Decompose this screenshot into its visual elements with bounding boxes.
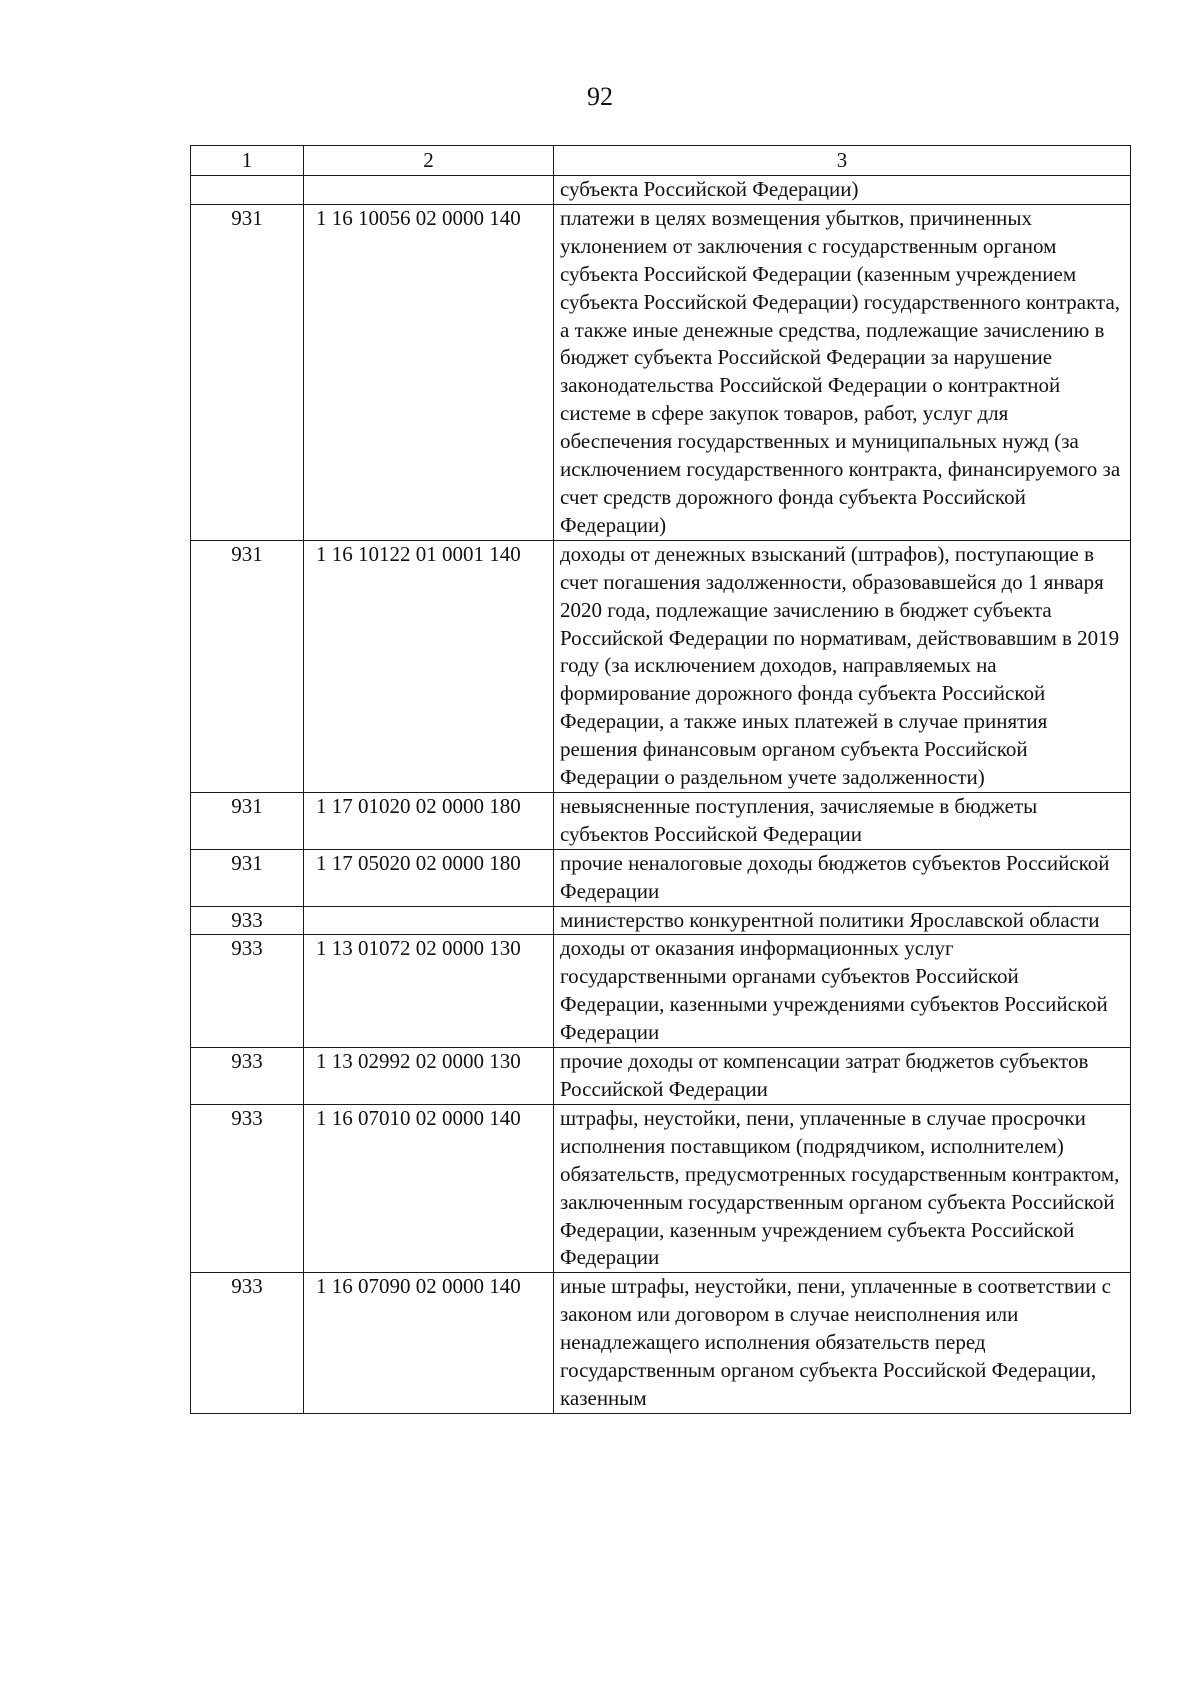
table-row (191, 1048, 1131, 1105)
table-row (191, 906, 1131, 935)
income-code-cell: 1 13 01072 02 0000 130 (304, 935, 554, 1048)
column-header-3: 3 (554, 146, 1131, 176)
admin-code-cell: 931 (191, 792, 304, 849)
admin-code-cell (191, 176, 304, 205)
table-row (191, 540, 1131, 792)
description-cell: доходы от денежных взысканий (штрафов), поступающие в счет погашения задолженности, образовавшейся до 1 января 2020 года, подлежащие зачислению в бюджет субъекта Российской Федерации по нормативам, действовавшим в 2019 году (за исключением доходов, направляемых на формирование дорожного фонда субъекта Российской Федерации, а также иных платежей в случае принятия решения финансовым органом субъекта Российской Федерации о раздельном учете задолженности) (554, 540, 1131, 792)
description-cell: невыясненные поступления, зачисляемые в бюджеты субъектов Российской Федерации (554, 792, 1131, 849)
income-codes-table (190, 145, 1131, 1414)
admin-code-cell: 933 (191, 1048, 304, 1105)
table-row (191, 849, 1131, 906)
admin-code-cell: 933 (191, 1104, 304, 1272)
income-code-cell (304, 906, 554, 935)
description-cell: прочие доходы от компенсации затрат бюджетов субъектов Российской Федерации (554, 1048, 1131, 1105)
description-cell: министерство конкурентной политики Ярославской области (554, 906, 1131, 935)
column-header-2: 2 (304, 146, 554, 176)
income-code-cell: 1 13 02992 02 0000 130 (304, 1048, 554, 1105)
income-code-cell: 1 16 10122 01 0001 140 (304, 540, 554, 792)
income-code-cell: 1 16 07090 02 0000 140 (304, 1273, 554, 1414)
income-code-cell: 1 17 05020 02 0000 180 (304, 849, 554, 906)
income-code-cell: 1 17 01020 02 0000 180 (304, 792, 554, 849)
description-cell: доходы от оказания информационных услуг государственными органами субъектов Российской Федерации, казенными учреждениями субъектов Российской Федерации (554, 935, 1131, 1048)
table-row (191, 792, 1131, 849)
description-cell: прочие неналоговые доходы бюджетов субъектов Российской Федерации (554, 849, 1131, 906)
description-cell: платежи в целях возмещения убытков, причиненных уклонением от заключения с государственным органом субъекта Российской Федерации (казенным учреждением субъекта Российской Федерации) государственного контракта, а также иные денежные средства, подлежащие зачислению в бюджет субъекта Российской Федерации за нарушение законодательства Российской Федерации о контрактной системе в сфере закупок товаров, работ, услуг для обеспечения государственных и муниципальных нужд (за исключением государственного контракта, финансируемого за счет средств дорожного фонда субъекта Российской Федерации) (554, 204, 1131, 540)
table-row (191, 1273, 1131, 1414)
column-header-1: 1 (191, 146, 304, 176)
admin-code-cell: 933 (191, 1273, 304, 1414)
description-cell: иные штрафы, неустойки, пени, уплаченные в соответствии с законом или договором в случае неисполнения или ненадлежащего исполнения обязательств перед государственным органом субъекта Российской Федерации, казенным (554, 1273, 1131, 1414)
continuation-row (191, 176, 1131, 205)
income-code-cell: 1 16 10056 02 0000 140 (304, 204, 554, 540)
admin-code-cell: 931 (191, 204, 304, 540)
table-row (191, 204, 1131, 540)
admin-code-cell: 933 (191, 935, 304, 1048)
income-code-cell (304, 176, 554, 205)
table-header-row (191, 146, 1131, 176)
admin-code-cell: 931 (191, 849, 304, 906)
description-cell: субъекта Российской Федерации) (554, 176, 1131, 205)
table-row (191, 1104, 1131, 1272)
page-number: 92 (587, 82, 613, 111)
admin-code-cell: 933 (191, 906, 304, 935)
admin-code-cell: 931 (191, 540, 304, 792)
table-row (191, 935, 1131, 1048)
description-cell: штрафы, неустойки, пени, уплаченные в случае просрочки исполнения поставщиком (подрядчиком, исполнителем) обязательств, предусмотренных государственным контрактом, заключенным государственным органом субъекта Российской Федерации, казенным учреждением субъекта Российской Федерации (554, 1104, 1131, 1272)
income-code-cell: 1 16 07010 02 0000 140 (304, 1104, 554, 1272)
